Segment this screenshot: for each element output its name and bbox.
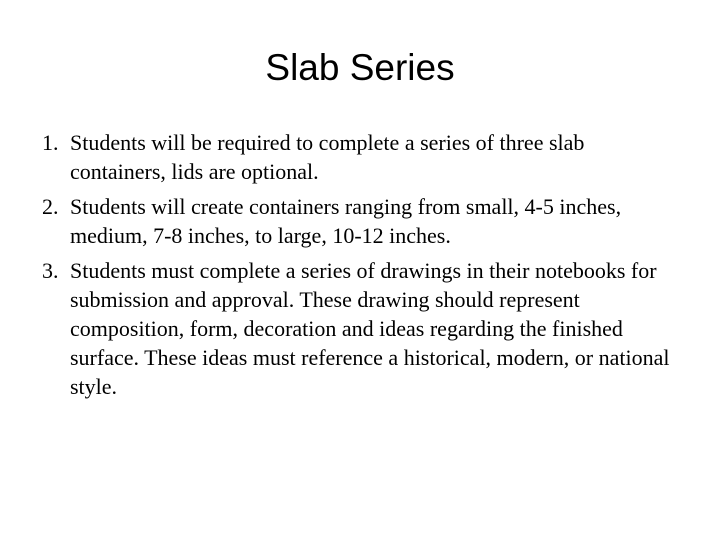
list-item-number: 3.	[42, 258, 59, 283]
list-item	[42, 256, 682, 401]
numbered-list	[42, 128, 682, 407]
list-item-text: Students must complete a series of drawings in their notebooks for submission and approval. These drawing should represent composition, form, decoration and ideas regarding the finished surface. These ideas must reference a historical, modern, or national style.	[70, 258, 670, 399]
slide-title: Slab Series	[265, 47, 455, 88]
list-item	[42, 192, 682, 250]
list-item	[42, 128, 682, 186]
list-item-text: Students will create containers ranging from small, 4-5 inches, medium, 7-8 inches, to large, 10-12 inches.	[70, 194, 622, 248]
list-item-number: 1.	[42, 130, 59, 155]
list-item-number: 2.	[42, 194, 59, 219]
list-item-text: Students will be required to complete a series of three slab containers, lids are optional.	[70, 130, 585, 184]
